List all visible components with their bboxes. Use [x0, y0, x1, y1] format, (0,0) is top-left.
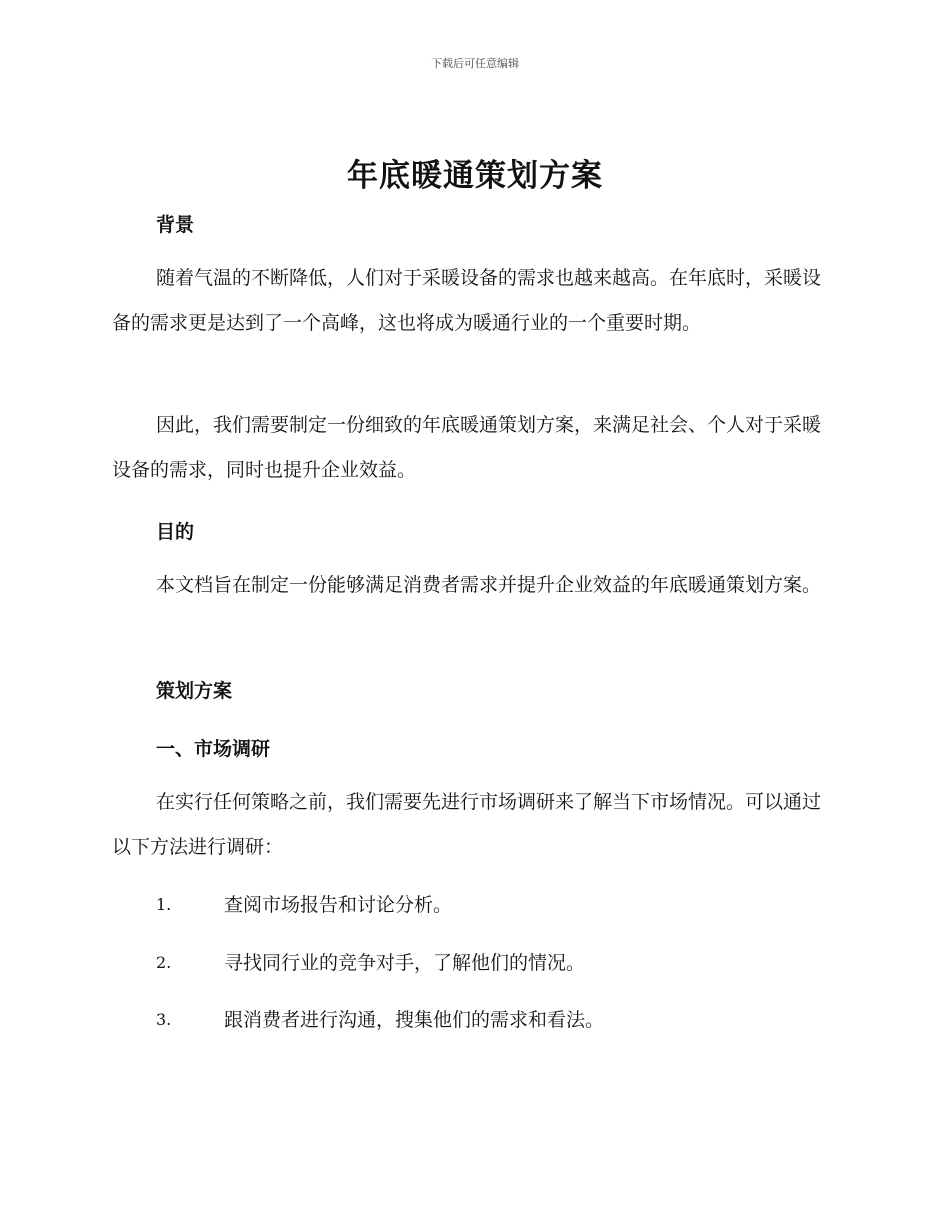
section-heading-purpose: 目的	[156, 521, 195, 543]
page-header-note: 下载后可任意编辑	[431, 57, 519, 70]
list-item-number: 1.	[156, 895, 172, 914]
market-research-paragraph-1: 在实行任何策略之前，我们需要先进行市场调研来了解当下市场情况。可以通过以下方法进行调研：	[112, 791, 822, 858]
section-heading-plan: 策划方案	[156, 680, 233, 702]
document-title: 年底暖通策划方案	[347, 158, 603, 194]
background-paragraph-2: 因此，我们需要制定一份细致的年底暖通策划方案，来满足社会、个人对于采暖设备的需求，同时也提升企业效益。	[112, 414, 822, 481]
list-item-number: 2.	[156, 953, 172, 972]
list-item-text: 查阅市场报告和讨论分析。	[224, 894, 453, 916]
section-heading-market-research: 一、市场调研	[156, 738, 271, 760]
list-item-text: 跟消费者进行沟通，搜集他们的需求和看法。	[224, 1009, 605, 1031]
list-item	[156, 1005, 832, 1035]
list-item-text: 寻找同行业的竞争对手，了解他们的情况。	[224, 952, 586, 974]
background-paragraph-1: 随着气温的不断降低，人们对于采暖设备的需求也越来越高。在年底时，采暖设备的需求更是达到了一个高峰，这也将成为暖通行业的一个重要时期。	[112, 267, 822, 334]
list-item	[156, 948, 832, 978]
list-item	[156, 890, 832, 920]
section-heading-background: 背景	[156, 214, 195, 236]
purpose-paragraph-1: 本文档旨在制定一份能够满足消费者需求并提升企业效益的年底暖通策划方案。	[156, 574, 822, 596]
list-item-number: 3.	[156, 1010, 172, 1029]
